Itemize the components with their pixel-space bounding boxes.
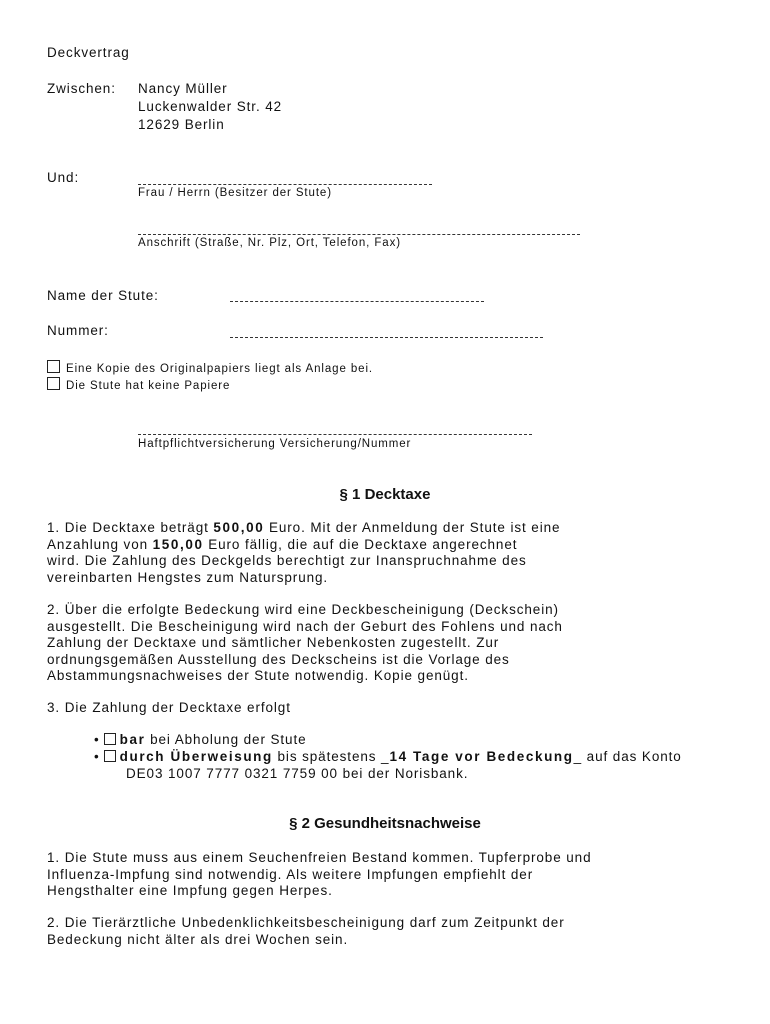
- bank-account: DE03 1007 7777 0321 7759 00 bei der Norisbank.: [126, 766, 469, 781]
- section2-paragraph1: 1. Die Stute muss aus einem Seuchenfreien Bestand kommen. Tupferprobe und Influenza-Impfung sind notwendig. Als weitere Impfungen empfiehlt der Hengsthalter eine Impfung gegen Herpes.: [47, 850, 592, 898]
- mare-name-line[interactable]: [230, 301, 484, 302]
- checkbox-icon[interactable]: [104, 750, 116, 762]
- section1-paragraph3: 3. Die Zahlung der Decktaxe erfolgt: [47, 700, 291, 715]
- owner-address-line[interactable]: [138, 234, 580, 235]
- section2-heading: § 2 Gesundheitsnachweise: [289, 815, 481, 832]
- party-street: Luckenwalder Str. 42: [138, 99, 283, 114]
- owner-name-line[interactable]: [138, 184, 432, 185]
- option-no-papers-label: Die Stute hat keine Papiere: [66, 380, 231, 392]
- payment-option-cash[interactable]: • bar bei Abholung der Stute: [94, 732, 307, 747]
- insurance-line[interactable]: [138, 434, 532, 435]
- party-city: 12629 Berlin: [138, 117, 225, 132]
- checkbox-icon[interactable]: [104, 733, 116, 745]
- option-copy-papers-label: Eine Kopie des Originalpapiers liegt als Anlage bei.: [66, 363, 373, 375]
- and-label: Und:: [47, 170, 80, 185]
- insurance-caption: Haftpflichtversicherung Versicherung/Nummer: [138, 438, 412, 450]
- document-title: Deckvertrag: [47, 45, 130, 60]
- section1-paragraph1: 1. Die Decktaxe beträgt 500,00 Euro. Mit der Anmeldung der Stute ist eine Anzahlung von 150,00 Euro fällig, die auf die Decktaxe angerechnet wird. Die Zahlung des Deckgelds berechtigt zur Inanspruchnahme des vereinbarten Hengstes zum Natursprung.: [47, 520, 561, 585]
- checkbox-icon[interactable]: [47, 377, 60, 390]
- party-name: Nancy Müller: [138, 81, 228, 96]
- between-label: Zwischen:: [47, 81, 116, 96]
- section2-paragraph2: 2. Die Tierärztliche Unbedenklichkeitsbescheinigung darf zum Zeitpunkt der Bedeckung nicht älter als drei Wochen sein.: [47, 915, 565, 947]
- payment-option-transfer[interactable]: • durch Überweisung bis spätestens _14 Tage vor Bedeckung_ auf das Konto: [94, 749, 682, 764]
- mare-number-line[interactable]: [230, 337, 543, 338]
- owner-caption: Frau / Herrn (Besitzer der Stute): [138, 187, 332, 199]
- section1-paragraph2: 2. Über die erfolgte Bedeckung wird eine Deckbescheinigung (Deckschein) ausgestellt. Die Bescheinigung wird nach der Geburt des Fohlens und nach Zahlung der Decktaxe und sämtlicher Nebenkosten zugestellt. Zur ordnungsgemäßen Ausstellung des Deckscheins ist die Vorlage des Abstammungsnachweises der Stute notwendig. Kopie genügt.: [47, 602, 563, 683]
- option-no-papers[interactable]: [47, 377, 230, 392]
- address-caption: Anschrift (Straße, Nr. Plz, Ort, Telefon, Fax): [138, 237, 401, 249]
- checkbox-icon[interactable]: [47, 360, 60, 373]
- mare-number-label: Nummer:: [47, 323, 109, 338]
- section1-heading: § 1 Decktaxe: [339, 486, 431, 503]
- option-copy-papers[interactable]: [47, 360, 373, 375]
- mare-name-label: Name der Stute:: [47, 288, 159, 303]
